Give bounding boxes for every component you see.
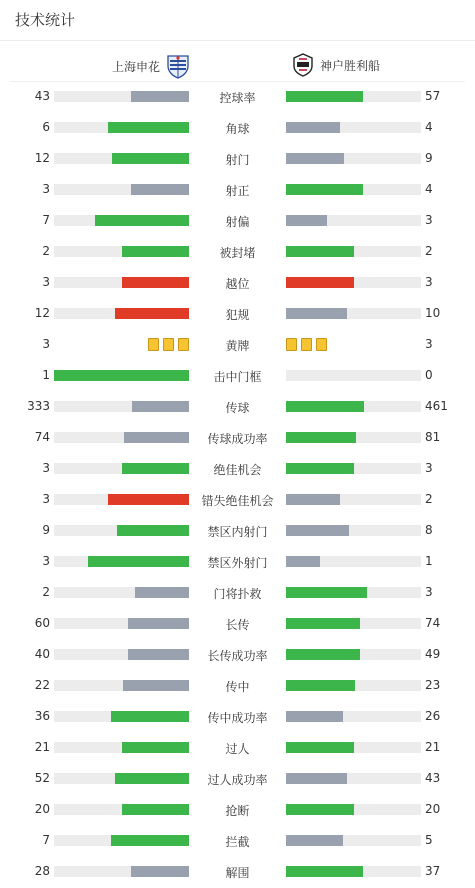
stat-row: [0, 856, 475, 887]
home-bar-track: [54, 773, 189, 784]
stat-row: [0, 205, 475, 236]
home-bar-fill: [111, 711, 189, 722]
away-value: 4: [425, 120, 433, 134]
stat-row: [0, 484, 475, 515]
stat-label: 抢断: [225, 804, 250, 818]
away-bar-fill: [286, 122, 340, 133]
stat-row: [0, 546, 475, 577]
home-value: 3: [42, 182, 50, 196]
stat-row: [0, 174, 475, 205]
away-bar-fill: [286, 91, 363, 102]
home-bar-track: [54, 215, 189, 226]
away-bar-fill: [286, 463, 354, 474]
away-bar-fill: [286, 742, 354, 753]
home-yellow-cards: [148, 338, 189, 351]
home-bar-track: [54, 153, 189, 164]
away-bar-track: [286, 835, 421, 846]
home-bar-fill: [108, 122, 189, 133]
home-bar-track: [54, 91, 189, 102]
stat-row: [0, 763, 475, 794]
home-bar-fill: [122, 804, 190, 815]
away-value: 49: [425, 647, 441, 661]
home-bar-track: [54, 618, 189, 629]
home-value: 3: [42, 461, 50, 475]
away-value: 10: [425, 306, 441, 320]
away-value: 0: [425, 368, 433, 382]
away-value: 43: [425, 771, 441, 785]
away-bar-track: [286, 153, 421, 164]
away-bar-fill: [286, 804, 354, 815]
away-value: 3: [425, 213, 433, 227]
stat-label: 角球: [225, 122, 250, 136]
home-bar-fill: [132, 401, 189, 412]
home-value: 60: [34, 616, 50, 630]
away-bar-fill: [286, 525, 349, 536]
stat-label: 传球: [225, 401, 250, 415]
away-value: 4: [425, 182, 433, 196]
stat-label: 禁区外射门: [207, 556, 268, 570]
home-team-name: 上海申花: [111, 59, 160, 74]
away-bar-track: [286, 649, 421, 660]
home-value: 333: [27, 399, 50, 413]
home-value: 2: [42, 585, 50, 599]
home-value: 12: [34, 151, 50, 165]
stat-row: [0, 701, 475, 732]
stat-label: 解围: [225, 866, 250, 880]
home-value: 9: [42, 523, 50, 537]
stat-label: 控球率: [219, 91, 256, 105]
stat-row: [0, 515, 475, 546]
stat-row: [0, 360, 475, 391]
away-bar-track: [286, 308, 421, 319]
away-bar-track: [286, 680, 421, 691]
stat-row: [0, 577, 475, 608]
away-value: 9: [425, 151, 433, 165]
stat-label: 传中: [225, 680, 250, 694]
home-bar-track: [54, 804, 189, 815]
home-value: 3: [42, 337, 50, 351]
away-bar-fill: [286, 401, 364, 412]
away-bar-track: [286, 370, 421, 381]
home-bar-fill: [115, 308, 189, 319]
yellow-card-icon: [148, 338, 159, 351]
home-bar-track: [54, 835, 189, 846]
away-bar-fill: [286, 618, 360, 629]
home-bar-track: [54, 308, 189, 319]
away-bar-track: [286, 246, 421, 257]
stat-label: 禁区内射门: [207, 525, 268, 539]
home-value: 1: [42, 368, 50, 382]
away-bar-fill: [286, 711, 343, 722]
yellow-card-icon: [316, 338, 327, 351]
home-bar-track: [54, 432, 189, 443]
stat-row: [0, 608, 475, 639]
home-bar-fill: [95, 215, 190, 226]
away-bar-fill: [286, 215, 327, 226]
away-bar-track: [286, 122, 421, 133]
home-bar-fill: [122, 742, 190, 753]
home-bar-track: [54, 401, 189, 412]
away-bar-fill: [286, 680, 355, 691]
home-value: 3: [42, 554, 50, 568]
away-value: 37: [425, 864, 441, 878]
away-bar-track: [286, 525, 421, 536]
stats-list: [0, 81, 475, 887]
home-team: [112, 53, 190, 79]
page-title: 技术统计: [15, 11, 76, 29]
stat-label: 犯规: [225, 308, 250, 322]
stat-row: [0, 391, 475, 422]
home-value: 21: [34, 740, 50, 754]
home-bar-track: [54, 246, 189, 257]
home-bar-fill: [115, 773, 189, 784]
stat-label: 过人成功率: [207, 773, 268, 787]
away-value: 2: [425, 244, 433, 258]
away-bar-track: [286, 184, 421, 195]
away-team: [292, 53, 380, 77]
away-bar-fill: [286, 184, 363, 195]
away-bar-fill: [286, 432, 356, 443]
stat-label: 击中门框: [213, 370, 262, 384]
home-bar-fill: [131, 866, 189, 877]
away-value: 461: [425, 399, 448, 413]
away-yellow-cards: [286, 338, 327, 351]
away-bar-track: [286, 494, 421, 505]
away-team-name: 神户胜利船: [320, 58, 381, 73]
away-value: 74: [425, 616, 441, 630]
home-bar-track: [54, 184, 189, 195]
home-bar-track: [54, 556, 189, 567]
home-bar-fill: [135, 587, 189, 598]
home-value: 2: [42, 244, 50, 258]
home-bar-fill: [111, 835, 189, 846]
home-bar-fill: [117, 525, 189, 536]
home-bar-fill: [108, 494, 189, 505]
away-value: 8: [425, 523, 433, 537]
home-bar-fill: [88, 556, 189, 567]
stat-row: [0, 143, 475, 174]
home-bar-track: [54, 494, 189, 505]
stat-label: 拦截: [225, 835, 250, 849]
away-bar-track: [286, 463, 421, 474]
home-bar-track: [54, 866, 189, 877]
stat-label: 被封堵: [219, 246, 256, 260]
away-bar-fill: [286, 246, 354, 257]
away-value: 21: [425, 740, 441, 754]
away-bar-track: [286, 587, 421, 598]
away-bar-fill: [286, 494, 340, 505]
stat-label: 射门: [225, 153, 250, 167]
away-bar-fill: [286, 835, 343, 846]
stat-row: [0, 825, 475, 856]
away-bar-fill: [286, 153, 344, 164]
away-value: 26: [425, 709, 441, 723]
stat-label: 射偏: [225, 215, 250, 229]
yellow-card-icon: [286, 338, 297, 351]
stat-label: 错失绝佳机会: [201, 494, 274, 508]
stat-row: [0, 267, 475, 298]
stat-row: [0, 81, 475, 112]
away-value: 1: [425, 554, 433, 568]
home-value: 43: [34, 89, 50, 103]
home-team-logo-icon: [166, 53, 190, 79]
home-bar-track: [54, 680, 189, 691]
away-bar-fill: [286, 556, 320, 567]
home-bar-fill: [124, 432, 189, 443]
away-value: 57: [425, 89, 441, 103]
home-value: 12: [34, 306, 50, 320]
away-value: 3: [425, 337, 433, 351]
stats-header: [0, 0, 475, 41]
stat-row: [0, 670, 475, 701]
away-value: 3: [425, 461, 433, 475]
home-value: 40: [34, 647, 50, 661]
away-bar-fill: [286, 308, 347, 319]
home-bar-fill: [122, 277, 190, 288]
home-bar-fill: [54, 370, 189, 381]
away-bar-track: [286, 401, 421, 412]
away-value: 20: [425, 802, 441, 816]
home-bar-fill: [131, 91, 189, 102]
stat-row: [0, 422, 475, 453]
stat-row: [0, 732, 475, 763]
home-value: 3: [42, 492, 50, 506]
home-value: 3: [42, 275, 50, 289]
away-bar-track: [286, 866, 421, 877]
home-bar-track: [54, 463, 189, 474]
away-bar-track: [286, 556, 421, 567]
home-value: 7: [42, 213, 50, 227]
home-bar-track: [54, 370, 189, 381]
home-value: 52: [34, 771, 50, 785]
home-value: 74: [34, 430, 50, 444]
away-team-logo-icon: [292, 53, 314, 77]
home-value: 6: [42, 120, 50, 134]
stat-row: [0, 794, 475, 825]
yellow-card-icon: [301, 338, 312, 351]
away-bar-track: [286, 277, 421, 288]
stat-label: 长传: [225, 618, 250, 632]
home-bar-fill: [128, 618, 189, 629]
home-value: 36: [34, 709, 50, 723]
stat-label: 传中成功率: [207, 711, 268, 725]
away-bar-fill: [286, 649, 360, 660]
away-bar-track: [286, 432, 421, 443]
away-bar-track: [286, 91, 421, 102]
home-bar-fill: [131, 184, 189, 195]
away-bar-track: [286, 618, 421, 629]
home-bar-fill: [122, 463, 190, 474]
home-value: 20: [34, 802, 50, 816]
home-bar-fill: [112, 153, 189, 164]
away-value: 5: [425, 833, 433, 847]
yellow-card-icon: [178, 338, 189, 351]
stat-label: 射正: [225, 184, 250, 198]
away-value: 2: [425, 492, 433, 506]
home-bar-track: [54, 587, 189, 598]
stat-label: 门将扑救: [213, 587, 262, 601]
away-value: 3: [425, 275, 433, 289]
stat-row: [0, 453, 475, 484]
home-bar-track: [54, 277, 189, 288]
away-bar-track: [286, 711, 421, 722]
away-bar-fill: [286, 277, 354, 288]
away-bar-track: [286, 773, 421, 784]
away-value: 3: [425, 585, 433, 599]
stat-row: [0, 112, 475, 143]
stat-row: [0, 298, 475, 329]
home-bar-fill: [123, 680, 189, 691]
stat-label: 绝佳机会: [213, 463, 262, 477]
yellow-card-icon: [163, 338, 174, 351]
stat-row: [0, 329, 475, 360]
home-bar-fill: [128, 649, 189, 660]
away-bar-track: [286, 804, 421, 815]
away-bar-track: [286, 742, 421, 753]
stat-label: 长传成功率: [207, 649, 268, 663]
home-value: 28: [34, 864, 50, 878]
away-bar-fill: [286, 866, 363, 877]
away-bar-track: [286, 215, 421, 226]
stat-label: 传球成功率: [207, 432, 268, 446]
stat-label: 过人: [225, 742, 250, 756]
away-value: 81: [425, 430, 441, 444]
home-bar-track: [54, 742, 189, 753]
home-bar-track: [54, 122, 189, 133]
away-bar-fill: [286, 773, 347, 784]
teams-bar: [0, 41, 475, 81]
away-value: 23: [425, 678, 441, 692]
home-bar-track: [54, 649, 189, 660]
away-bar-fill: [286, 587, 367, 598]
home-bar-fill: [122, 246, 190, 257]
stat-label: 黄牌: [225, 339, 250, 353]
stat-row: [0, 236, 475, 267]
home-value: 22: [34, 678, 50, 692]
home-value: 7: [42, 833, 50, 847]
home-bar-track: [54, 525, 189, 536]
stat-label: 越位: [225, 277, 250, 291]
stat-row: [0, 639, 475, 670]
home-bar-track: [54, 711, 189, 722]
